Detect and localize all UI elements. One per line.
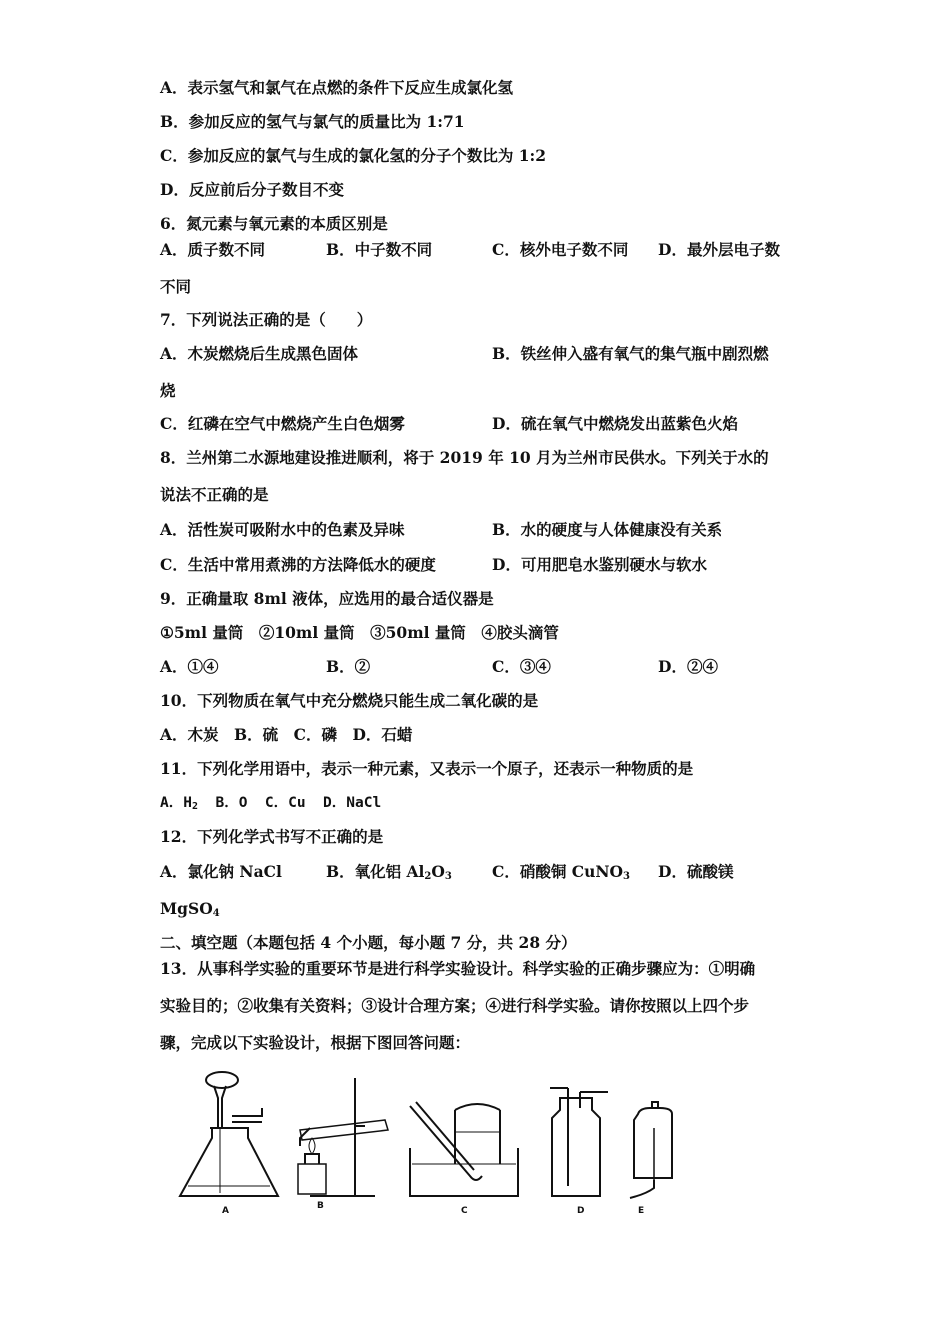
figure-label-d: D <box>577 1206 585 1216</box>
q11-option-a: A．H <box>160 795 192 811</box>
q6-option-c: C．核外电子数不同 <box>492 240 629 259</box>
q7-option-b-cont: 烧 <box>160 381 176 400</box>
q12-option-c-text: C．硝酸铜 CuNO <box>492 862 624 881</box>
q6-option-d: D．最外层电子数 <box>658 240 780 259</box>
q9-option-d: D．②④ <box>658 657 718 676</box>
q11-option-a-sub: 2 <box>191 801 198 812</box>
q11-stem: 11．下列化学用语中，表示一种元素，又表示一个原子，还表示一种物质的是 <box>160 759 694 778</box>
q13-line2: 实验目的；②收集有关资料；③设计合理方案；④进行科学实验。请你按照以上四个步 <box>160 996 750 1015</box>
apparatus-a-flask <box>180 1072 278 1196</box>
figure-label-a: A <box>222 1206 229 1216</box>
apparatus-b-heater <box>298 1078 388 1196</box>
q10-stem: 10．下列物质在氧气中充分燃烧只能生成二氧化碳的是 <box>160 691 539 710</box>
q12-option-b-sub1: 2 <box>424 871 432 882</box>
q12-option-d-sub: 4 <box>212 908 220 919</box>
q12-option-d-cont <box>160 899 220 919</box>
q5-option-b: B．参加反应的氢气与氯气的质量比为 1:71 <box>160 112 465 131</box>
apparatus-drawing <box>160 1068 720 1218</box>
q9-option-a: A．①④ <box>160 657 219 676</box>
q5-option-a: A．表示氢气和氯气在点燃的条件下反应生成氯化氢 <box>160 78 514 97</box>
q10-options: A．木炭 B．硫 C．磷 D．石蜡 <box>160 725 413 744</box>
figure-label-e: E <box>638 1206 645 1216</box>
q7-option-b: B．铁丝伸入盛有氧气的集气瓶中剧烈燃 <box>492 344 769 363</box>
apparatus-d-gas-bottle <box>550 1088 608 1196</box>
q12-option-c-sub: 3 <box>623 871 630 882</box>
q7-option-c: C．红磷在空气中燃烧产生白色烟雾 <box>160 414 405 433</box>
q6-option-b: B．中子数不同 <box>326 240 433 259</box>
q8-option-c: C．生活中常用煮沸的方法降低水的硬度 <box>160 555 436 574</box>
q8-option-a: A．活性炭可吸附水中的色素及异味 <box>160 520 405 539</box>
q11-options-rest: B．O C．Cu D．NaCl <box>198 795 382 811</box>
q6-stem: 6．氮元素与氧元素的本质区别是 <box>160 214 388 233</box>
q7-option-d: D．硫在氧气中燃烧发出蓝紫色火焰 <box>492 414 738 433</box>
q5-option-d: D．反应前后分子数目不变 <box>160 180 344 199</box>
section-title: 二、填空题（本题包括 4 个小题，每小题 7 分，共 28 分） <box>160 933 577 952</box>
apparatus-figure <box>160 1068 720 1218</box>
q9-stem: 9．正确量取 8ml 液体，应选用的最合适仪器是 <box>160 589 494 608</box>
q8-stem-line1: 8．兰州第二水源地建设推进顺利，将于 2019 年 10 月为兰州市民供水。下列关于水的 <box>160 448 769 467</box>
q12-option-b-text: B．氧化铝 Al <box>326 862 425 881</box>
q8-option-b: B．水的硬度与人体健康没有关系 <box>492 520 723 539</box>
q12-option-d-formula: MgSO <box>160 899 213 918</box>
q7-stem: 7．下列说法正确的是（ ） <box>160 310 373 329</box>
q7-option-a: A．木炭燃烧后生成黑色固体 <box>160 344 359 363</box>
q8-option-d: D．可用肥皂水鉴别硬水与软水 <box>492 555 707 574</box>
figure-label-b: B <box>317 1201 324 1211</box>
q9-option-b: B．② <box>326 657 371 676</box>
q6-option-d-cont: 不同 <box>160 277 192 296</box>
figure-label-c: C <box>461 1206 468 1216</box>
q12-option-b <box>326 862 452 882</box>
q12-option-b-sub2: 3 <box>444 871 452 882</box>
q12-option-b-mid: O <box>431 862 445 881</box>
q12-option-c <box>492 862 630 882</box>
q12-option-d: D．硫酸镁 <box>658 862 734 881</box>
q12-option-a: A．氯化钠 NaCl <box>160 862 282 881</box>
q11-options <box>160 793 381 813</box>
q8-stem-line2: 说法不正确的是 <box>160 485 269 504</box>
q6-option-a: A．质子数不同 <box>160 240 266 259</box>
q9-items: ①5ml 量筒 ②10ml 量筒 ③50ml 量筒 ④胶头滴管 <box>160 623 559 642</box>
apparatus-c-water-trough <box>410 1102 518 1196</box>
q5-option-c: C．参加反应的氯气与生成的氯化氢的分子个数比为 1:2 <box>160 146 547 165</box>
q9-option-c: C．③④ <box>492 657 551 676</box>
q12-stem: 12．下列化学式书写不正确的是 <box>160 827 384 846</box>
apparatus-e-bottle <box>630 1102 672 1198</box>
q13-line3: 骤，完成以下实验设计，根据下图回答问题： <box>160 1033 471 1052</box>
q13-line1: 13．从事科学实验的重要环节是进行科学实验设计。科学实验的正确步骤应为：①明确 <box>160 959 756 978</box>
